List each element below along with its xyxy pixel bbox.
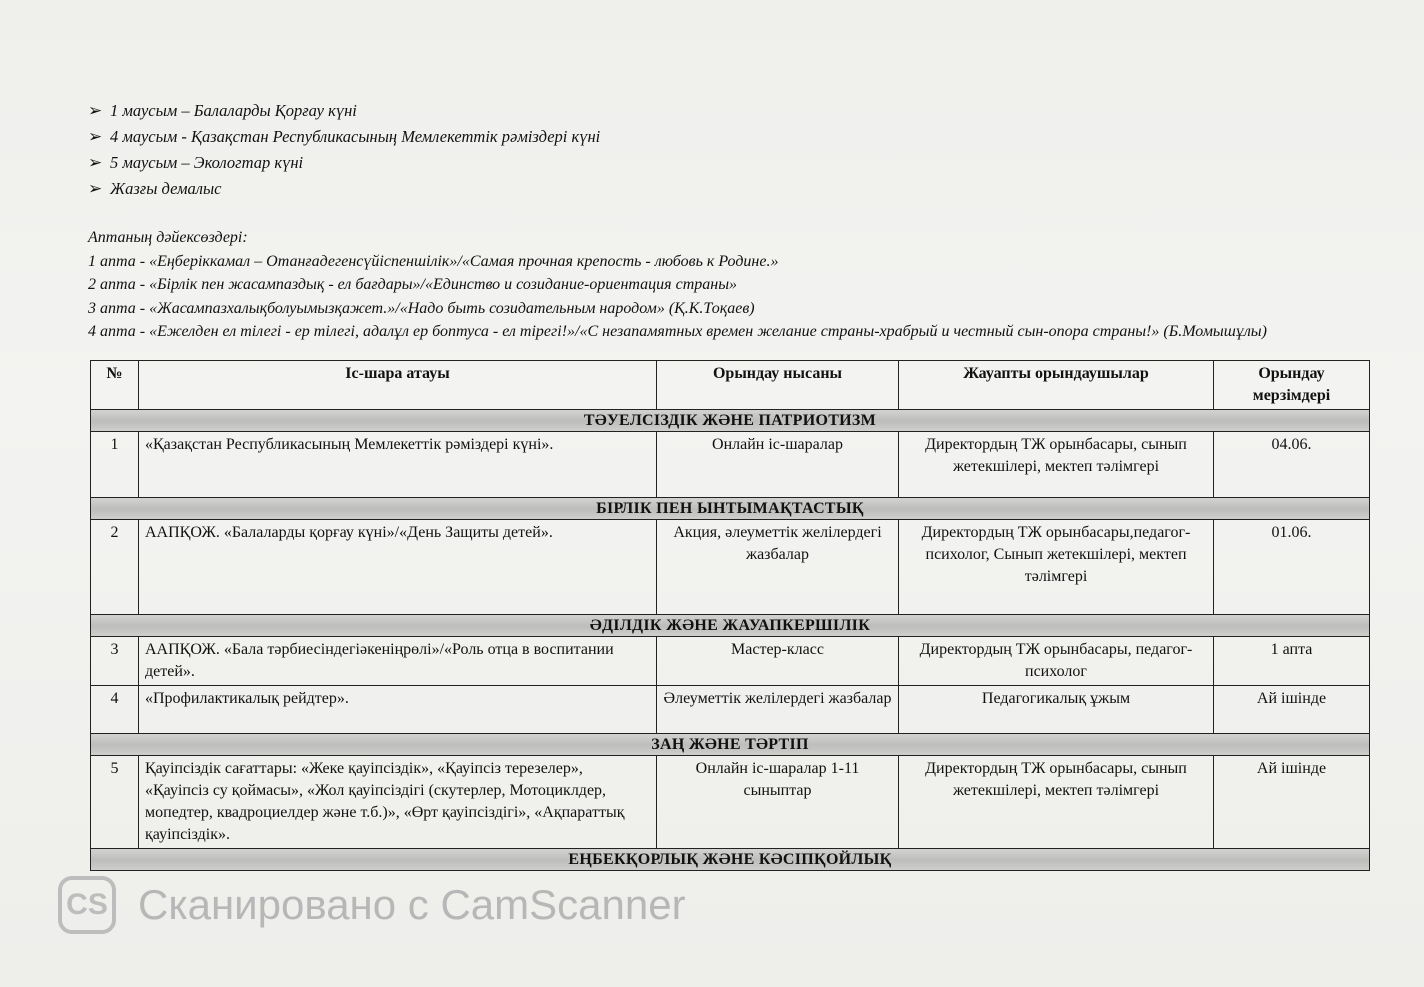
quote-line: 2 апта - «Бірлік пен жасампаздық - ел бағдары»/«Единство и созидание-ориентация страны» [88, 276, 738, 294]
cell-responsible: Директордың ТЖ орынбасары, сынып жетекшілері, мектеп тәлімгері [899, 756, 1214, 849]
events-table [90, 360, 1370, 871]
cell-form: Акция, әлеуметтік желілердегі жазбалар [657, 520, 899, 615]
table-row [91, 520, 1370, 615]
quote-line: 3 апта - «Жасампазхалықболуымызқажет.»/«Надо быть созидательным народом» (Қ.К.Тоқаев) [88, 299, 755, 317]
cell-event-name: «Қазақстан Республикасының Мемлекеттік рәміздері күні». [139, 432, 657, 498]
header-responsible: Жауапты орындаушылар [899, 361, 1214, 410]
quote-line: 4 апта - «Ежелден ел тілегі - ер тілегі, адалұл ер боптуса - ел тірегі!»/«С незапамятных времен желание страны-храбрый и честный сын-опора страны!» (Б.Момышұлы) [88, 323, 1267, 341]
bullet-item: ➢ Жазғы демалыс [88, 176, 600, 202]
cell-deadline: 1 апта [1214, 637, 1370, 686]
cell-responsible: Директордың ТЖ орынбасары, сынып жетекшілері, мектеп тәлімгері [899, 432, 1214, 498]
section-row: ТӘУЕЛСІЗДІК ЖӘНЕ ПАТРИОТИЗМ [91, 410, 1370, 432]
quotes-heading: Аптаның дәйексөздері: [88, 229, 248, 246]
cell-deadline: 04.06. [1214, 432, 1370, 498]
cell-responsible: Директордың ТЖ орынбасары,педагог-психолог, Сынып жетекшілері, мектеп тәлімгері [899, 520, 1214, 615]
camscanner-text: Сканировано с CamScanner [138, 881, 686, 928]
cell-form: Онлайн іс-шаралар [657, 432, 899, 498]
cell-responsible: Директордың ТЖ орынбасары, педагог-психолог [899, 637, 1214, 686]
header-deadline: Орындау мерзімдері [1214, 361, 1370, 410]
header-number: № [91, 361, 139, 410]
cell-number: 1 [91, 432, 139, 498]
table-header-row [91, 361, 1370, 410]
header-event-name: Іс-шара атауы [139, 361, 657, 410]
header-form: Орындау нысаны [657, 361, 899, 410]
table-row [91, 686, 1370, 734]
bullet-item: ➢ 5 маусым – Экологтар күні [88, 150, 600, 176]
arrow-bullet-icon: ➢ [88, 101, 103, 120]
cell-form: Онлайн іс-шаралар 1-11 сыныптар [657, 756, 899, 849]
camscanner-watermark [58, 873, 686, 937]
cell-event-name: ААПҚОЖ. «Бала тәрбиесіндегіәкеніңрөлі»/«Роль отца в воспитании детей». [139, 637, 657, 686]
cell-deadline: 01.06. [1214, 520, 1370, 615]
cell-number: 5 [91, 756, 139, 849]
quote-line: 1 апта - «Еңберіккамал – Отанғадегенсүйіспеншілік»/«Самая прочная крепость - любовь к Родине.» [88, 252, 779, 270]
cell-form: Мастер-класс [657, 637, 899, 686]
section-row: ЗАҢ ЖӘНЕ ТӘРТІП [91, 734, 1370, 756]
cell-number: 3 [91, 637, 139, 686]
bullet-item: ➢ 4 маусым - Қазақстан Республикасының Мемлекеттік рәміздері күні [88, 124, 600, 150]
cell-form: Әлеуметтік желілердегі жазбалар [657, 686, 899, 734]
cell-deadline: Ай ішінде [1214, 686, 1370, 734]
cell-responsible: Педагогикалық ұжым [899, 686, 1214, 734]
date-bullet-list [88, 98, 600, 202]
bullet-item: ➢ 1 маусым – Балаларды Қорғау күні [88, 98, 600, 124]
table-row [91, 756, 1370, 849]
section-row: БІРЛІК ПЕН ЫНТЫМАҚТАСТЫҚ [91, 498, 1370, 520]
weekly-quotes [88, 226, 1348, 344]
arrow-bullet-icon: ➢ [88, 127, 103, 146]
cell-event-name: Қауіпсіздік сағаттары: «Жеке қауіпсіздік», «Қауіпсіз терезелер», «Қауіпсіз су қоймасы», «Жол қауіпсіздігі (скутерлер, Мотоциклдер, мопедтер, квадроциелдер және т.б.)», «Өрт қауіпсіздігі», «Ақпараттық қауіпсіздік». [139, 756, 657, 849]
camscanner-logo-icon: CS [58, 876, 116, 934]
section-row: ӘДІЛДІК ЖӘНЕ ЖАУАПКЕРШІЛІК [91, 615, 1370, 637]
cell-event-name: ААПҚОЖ. «Балаларды қорғау күні»/«День Защиты детей». [139, 520, 657, 615]
cell-deadline: Ай ішінде [1214, 756, 1370, 849]
cell-event-name: «Профилактикалық рейдтер». [139, 686, 657, 734]
table-row [91, 432, 1370, 498]
table-row [91, 637, 1370, 686]
arrow-bullet-icon: ➢ [88, 179, 103, 198]
cell-number: 2 [91, 520, 139, 615]
arrow-bullet-icon: ➢ [88, 153, 103, 172]
section-row: ЕҢБЕКҚОРЛЫҚ ЖӘНЕ КӘСІПҚОЙЛЫҚ [91, 849, 1370, 871]
cell-number: 4 [91, 686, 139, 734]
